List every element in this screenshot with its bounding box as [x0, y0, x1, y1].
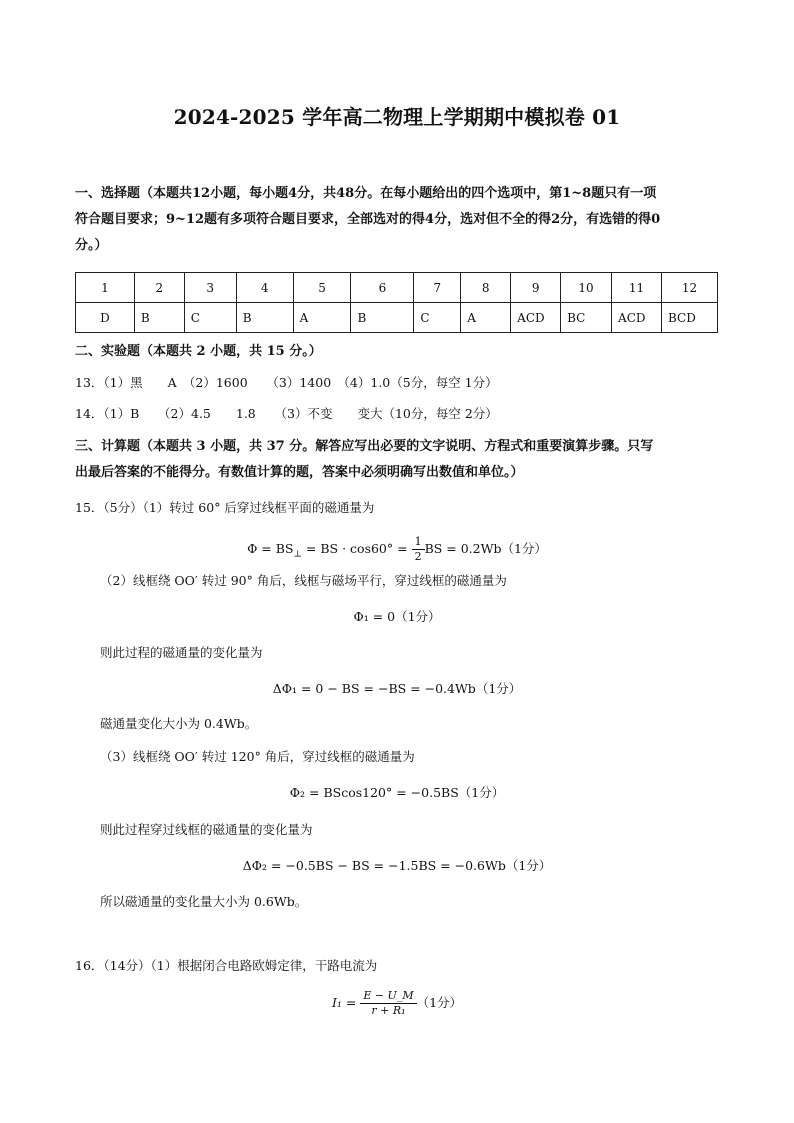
q15-text-5: 所以磁通量的变化量大小为 0.6Wb。 — [100, 894, 308, 909]
answer-row — [76, 303, 718, 333]
q16-intro: 16．（14分）（1）根据闭合电路欧姆定律，干路电流为 — [75, 958, 378, 973]
q13-answer: 13．（1）黑 A （2）1600 （3）1400 （4）1.0（5分，每空 1分） — [75, 375, 498, 390]
answer-cell: C — [414, 303, 461, 333]
q15-text-4: 则此过程穿过线框的磁通量的变化量为 — [100, 822, 313, 837]
answer-cell: A — [461, 303, 511, 333]
q14-answer: 14．（1）B （2）4.5 1.8 （3）不变 变大（10分，每空 2分） — [75, 406, 498, 421]
answer-cell: B — [134, 303, 184, 333]
q15-f1-mid: = BS · cos60° = — [301, 541, 412, 556]
q15-part3: （3）线框绕 OO′ 转过 120° 角后，穿过线框的磁通量为 — [100, 749, 415, 764]
q15-text-3: 磁通量变化大小为 0.4Wb。 — [100, 716, 258, 731]
q15-f1-left: Φ = BS — [247, 541, 294, 556]
answer-cell: D — [76, 303, 135, 333]
q16-f-score: （1分） — [416, 995, 463, 1010]
question-number-cell: 2 — [134, 273, 184, 303]
question-number-cell: 6 — [351, 273, 414, 303]
section1-line-1: 一、选择题（本题共12小题，每小题4分，共48分。在每小题给出的四个选项中，第1~8题只有一项 — [75, 186, 657, 201]
q15-formula-2: Φ₁ = 0（1分） — [353, 609, 441, 624]
answer-cell: ACD — [612, 303, 662, 333]
answer-cell: A — [293, 303, 351, 333]
q15-formula-3: ΔΦ₁ = 0 − BS = −BS = −0.4Wb（1分） — [272, 681, 522, 696]
page-title: 2024-2025 学年高二物理上学期期中模拟卷 01 — [173, 105, 621, 129]
question-number-cell: 5 — [293, 273, 351, 303]
answer-cell: BC — [561, 303, 612, 333]
answer-cell: BCD — [661, 303, 717, 333]
section3-heading — [75, 434, 725, 486]
answer-cell: B — [236, 303, 293, 333]
section3-line-1: 三、计算题（本题共 3 小题，共 37 分。解答应写出必要的文字说明、方程式和重要演算步骤。只写 — [75, 439, 654, 454]
q15-formula-4: Φ₂ = BScos120° = −0.5BS（1分） — [289, 785, 505, 800]
question-number-row — [76, 273, 718, 303]
answer-cell: ACD — [511, 303, 561, 333]
section1-line-2: 符合题目要求；9~12题有多项符合题目要求，全部选对的得4分，选对但不全的得2分，有选错的得0 — [75, 212, 661, 227]
q16-f-fraction: $\frac{E - U\_M}{\text{r + R₁}}$ — [360, 989, 416, 1018]
question-number-cell: 4 — [236, 273, 293, 303]
q15-formula-1 — [0, 535, 794, 564]
section1-heading — [75, 181, 725, 259]
q15-formula-5: ΔΦ₂ = −0.5BS − BS = −1.5BS = −0.6Wb（1分） — [242, 858, 552, 873]
question-number-cell: 12 — [661, 273, 717, 303]
question-number-cell: 10 — [561, 273, 612, 303]
q15-part2: （2）线框绕 OO′ 转过 90° 角后，线框与磁场平行，穿过线框的磁通量为 — [100, 573, 507, 588]
section1-line-3: 分。） — [75, 238, 108, 253]
q15-f1-fraction: $\frac{1}{2}$ — [412, 535, 425, 564]
question-number-cell: 8 — [461, 273, 511, 303]
section2-heading: 二、实验题（本题共 2 小题，共 15 分。） — [75, 344, 322, 359]
q15-f1-sub: ⊥ — [293, 549, 302, 560]
q15-f1-right: BS = 0.2Wb（1分） — [424, 541, 547, 556]
question-number-cell: 9 — [511, 273, 561, 303]
question-number-cell: 1 — [76, 273, 135, 303]
answer-table — [75, 272, 718, 333]
q15-intro: 15．（5分）（1）转过 60° 后穿过线框平面的磁通量为 — [75, 500, 375, 515]
question-number-cell: 11 — [612, 273, 662, 303]
section3-line-2: 出最后答案的不能得分。有数值计算的题，答案中必须明确写出数值和单位。） — [75, 465, 524, 480]
q16-f-left: I₁ = — [331, 995, 361, 1010]
answer-cell: B — [351, 303, 414, 333]
question-number-cell: 3 — [184, 273, 236, 303]
q15-text-2: 则此过程的磁通量的变化量为 — [100, 645, 263, 660]
answer-cell: C — [184, 303, 236, 333]
question-number-cell: 7 — [414, 273, 461, 303]
q16-formula-1 — [0, 986, 794, 1020]
